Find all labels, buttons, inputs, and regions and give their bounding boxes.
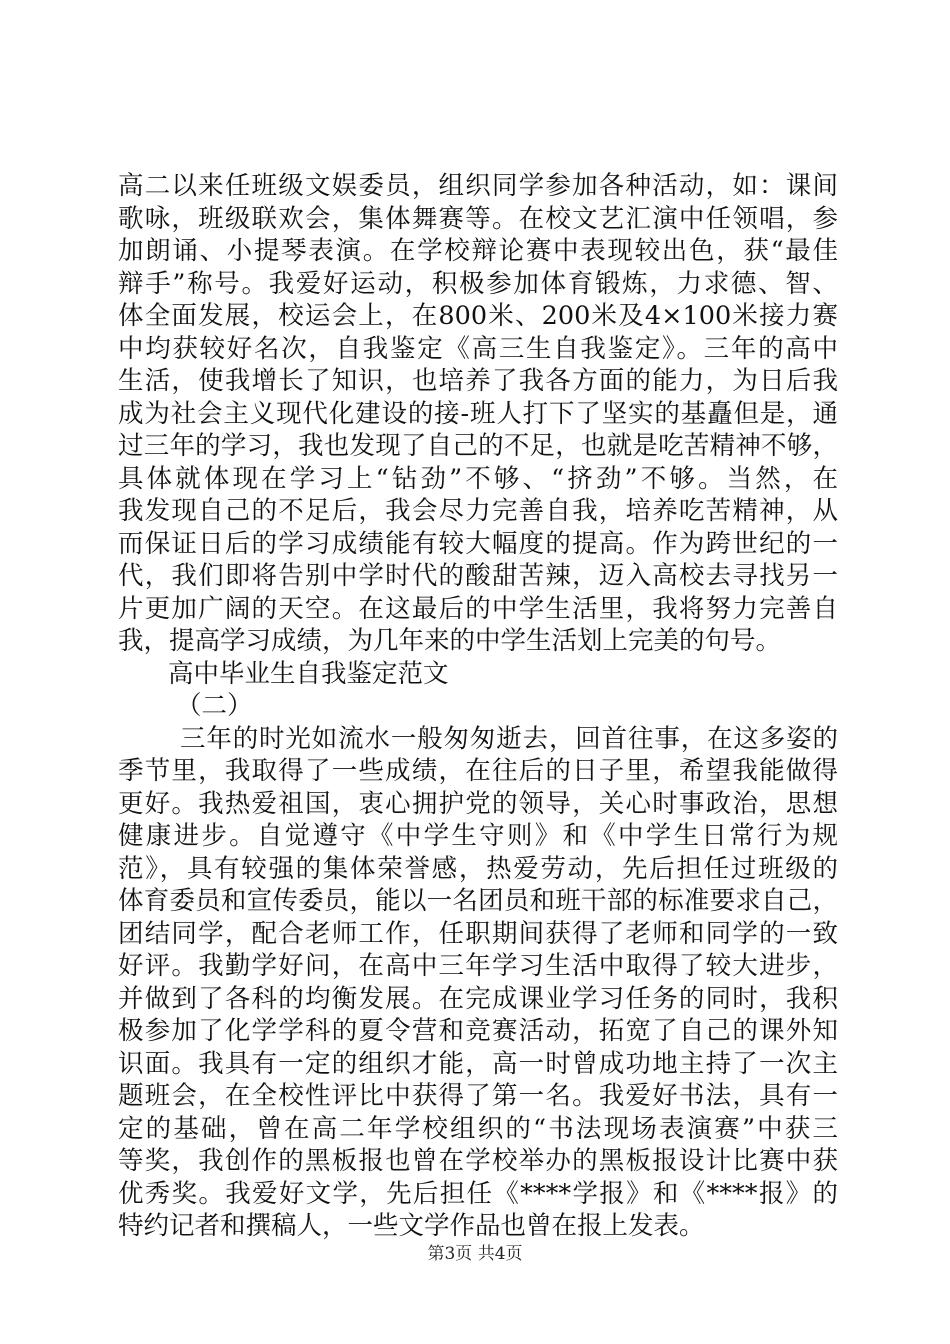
text-line: 成为社会主义现代化建设的接-班人打下了坚实的基矗但是，通 [118,398,838,429]
text-line: 更好。我热爱祖国，衷心拥护党的领导，关心时事政治，思想 [118,788,838,819]
text-line: 辩手”称号。我爱好运动，积极参加体育锻炼，力求德、智、 [118,268,838,299]
text-line: 健康进步。自觉遵守《中学生守则》和《中学生日常行为规 [118,821,838,851]
text-line: 极参加了化学学科的夏令营和竞赛活动，拓宽了自己的课外知 [118,1016,838,1046]
text-line: 具体就体现在学习上“钻劲”不够、“挤劲”不够。当然，在 [118,463,838,494]
text-line: 好评。我勤学好问，在高中三年学习生活中取得了较大进步， [118,951,838,981]
section-number: （二） [176,691,253,721]
text-line: 范》，具有较强的集体荣誉感，热爱劳动，先后担任过班级的 [118,853,838,884]
text-line: 生活，使我增长了知识，也培养了我各方面的能力，为日后我 [118,366,838,396]
text-line: 特约记者和撰稿人，一些文学作品也曾在报上发表。 [118,1211,705,1241]
text-line: 代，我们即将告别中学时代的酸甜苦辣，迈入高校去寻找另一 [118,561,838,591]
text-line: 而保证日后的学习成绩能有较大幅度的提高。作为跨世纪的一 [118,528,838,559]
text-line: 等奖，我创作的黑板报也曾在学校举办的黑板报设计比赛中获 [118,1146,838,1176]
text-line: 我发现自己的不足后，我会尽力完善自我，培养吃苦精神，从 [118,496,838,526]
text-line: 加朗诵、小提琴表演。在学校辩论赛中表现较出色，获“最佳 [118,236,838,266]
section-heading: 高中毕业生自我鉴定范文 [168,658,449,689]
text-line: 题班会，在全校性评比中获得了第一名。我爱好书法，具有一 [118,1081,838,1111]
text-line: 片更加广阔的天空。在这最后的中学生活里，我将努力完善自 [118,593,838,624]
text-line: 定的基础，曾在高二年学校组织的“书法现场表演赛”中获三 [118,1113,838,1144]
text-line: 体育委员和宣传委员，能以一名团员和班干部的标准要求自己， [118,886,838,916]
text-line: 体全面发展，校运会上，在800米、200米及4×100米接力赛 [118,301,838,331]
text-line: 歌咏，班级联欢会，集体舞赛等。在校文艺汇演中任领唱，参 [118,203,838,234]
text-line: 过三年的学习，我也发现了自己的不足，也就是吃苦精神不够， [118,431,838,461]
text-line: 三年的时光如流水一般匆匆逝去，回首往事，在这多姿的 [180,723,838,754]
document-body [118,170,838,1243]
text-line: 季节里，我取得了一些成绩，在往后的日子里，希望我能做得 [118,756,838,786]
page-number-footer: 第3页 共4页 [427,1244,523,1264]
text-line: 团结同学，配合老师工作，任职期间获得了老师和同学的一致 [118,918,838,949]
text-line: 高二以来任班级文娱委员，组织同学参加各种活动，如：课间 [118,171,838,201]
text-line: 并做到了各科的均衡发展。在完成课业学习任务的同时，我积 [118,983,838,1014]
text-line: 识面。我具有一定的组织才能，高一时曾成功地主持了一次主 [118,1048,838,1079]
text-line: 中均获较好名次，自我鉴定《高三生自我鉴定》。三年的高中 [118,333,838,364]
text-line: 我，提高学习成绩，为几年来的中学生活划上完美的句号。 [118,626,782,656]
text-line: 优秀奖。我爱好文学，先后担任《****学报》和《****报》的 [118,1178,838,1209]
